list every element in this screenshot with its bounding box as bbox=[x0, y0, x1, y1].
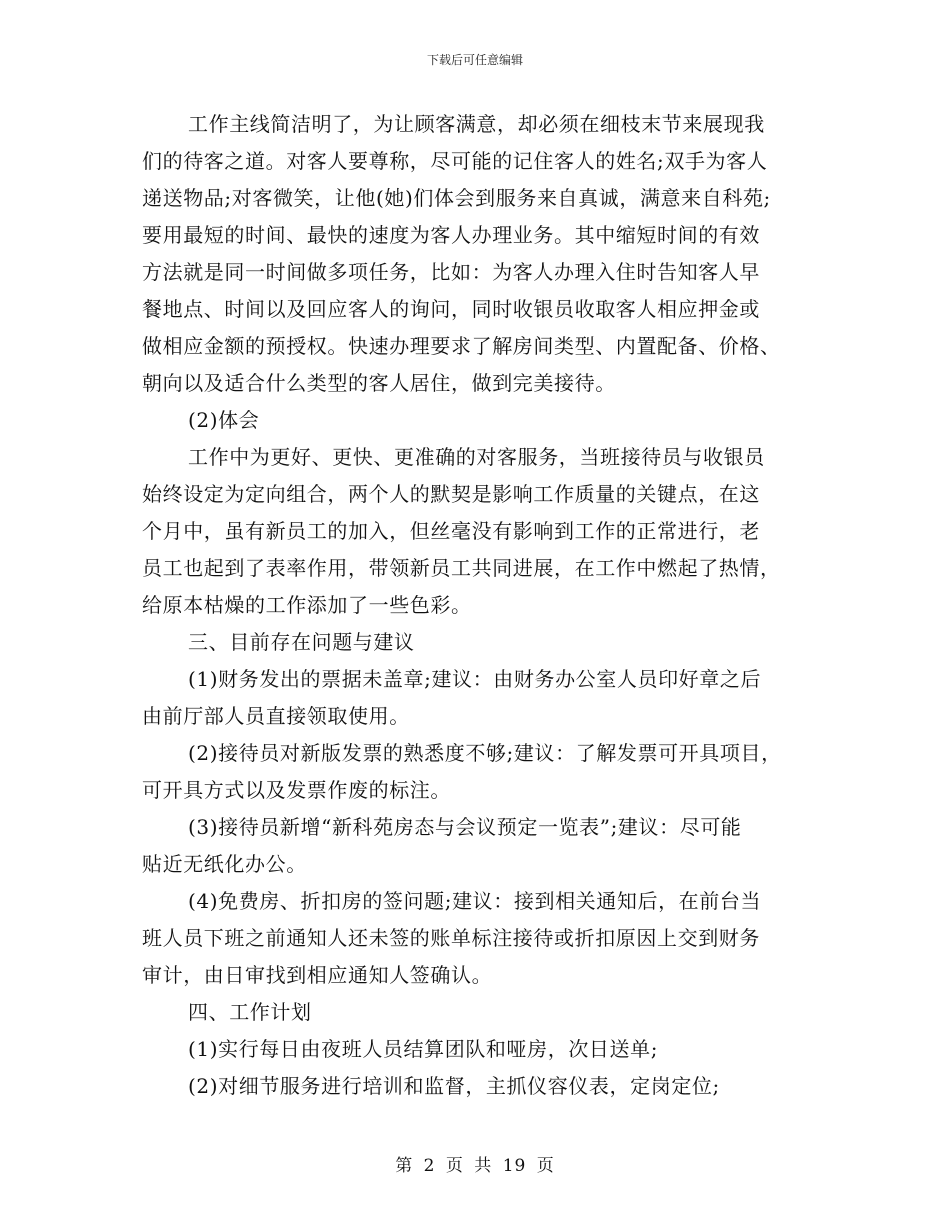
footer-page-word: 页 bbox=[445, 1156, 464, 1176]
body-line: 工作中为更好、更快、更准确的对客服务，当班接待员与收银员 bbox=[188, 445, 765, 469]
section-heading: 三、目前存在问题与建议 bbox=[188, 630, 415, 654]
list-item: (1)实行每日由夜班人员结算团队和哑房，次日送单; bbox=[188, 1037, 659, 1061]
body-line: 审计，由日审找到相应通知人签确认。 bbox=[142, 963, 493, 987]
page-footer bbox=[0, 1155, 950, 1177]
footer-current-page: 2 bbox=[423, 1156, 436, 1176]
body-line: 方法就是同一时间做多项任务，比如：为客人办理入住时告知客人早 bbox=[142, 260, 760, 284]
page-header: 下载后可任意编辑 bbox=[426, 53, 523, 67]
body-line: 可开具方式以及发票作废的标注。 bbox=[142, 778, 451, 802]
body-line: 始终设定为定向组合，两个人的默契是影响工作质量的关键点，在这 bbox=[142, 482, 760, 506]
body-line: 员工也起到了表率作用，带领新员工共同进展，在工作中燃起了热情， bbox=[142, 556, 781, 580]
body-line: 朝向以及适合什么类型的客人居住，做到完美接待。 bbox=[142, 371, 616, 395]
body-line: 给原本枯燥的工作添加了一些色彩。 bbox=[142, 593, 472, 617]
body-line: 递送物品;对客微笑，让他(她)们体会到服务来自真诚，满意来自科苑; bbox=[142, 186, 771, 210]
list-item: (4)免费房、折扣房的签问题;建议：接到相关通知后，在前台当 bbox=[188, 889, 762, 913]
list-item: (2)对细节服务进行培训和监督，主抓仪容仪表，定岗定位; bbox=[188, 1074, 720, 1098]
body-line: 个月中，虽有新员工的加入，但丝毫没有影响到工作的正常进行，老 bbox=[142, 519, 760, 543]
footer-total-pages: 19 bbox=[502, 1156, 527, 1176]
body-line: 要用最短的时间、最快的速度为客人办理业务。其中缩短时间的有效 bbox=[142, 223, 760, 247]
body-line: 班人员下班之前通知人还未签的账单标注接待或折扣原因上交到财务 bbox=[142, 926, 760, 950]
section-heading: 四、工作计划 bbox=[188, 1000, 312, 1024]
body-line: 做相应金额的预授权。快速办理要求了解房间类型、内置配备、价格、 bbox=[142, 334, 781, 358]
footer-total-suffix: 页 bbox=[536, 1156, 555, 1176]
list-item: (1)财务发出的票据未盖章;建议：由财务办公室人员印好章之后 bbox=[188, 667, 762, 691]
body-line: 由前厅部人员直接领取使用。 bbox=[142, 704, 410, 728]
list-item: (3)接待员新增“新科苑房态与会议预定一览表”;建议：尽可能 bbox=[188, 815, 742, 839]
footer-total-prefix: 共 bbox=[474, 1156, 493, 1176]
body-line: 工作主线简洁明了，为让顾客满意，却必须在细枝末节来展现我 bbox=[188, 112, 765, 136]
document-body bbox=[142, 106, 814, 1105]
body-line: 们的待客之道。对客人要尊称，尽可能的记住客人的姓名;双手为客人 bbox=[142, 149, 768, 173]
subsection-heading: (2)体会 bbox=[188, 408, 260, 432]
body-line: 贴近无纸化办公。 bbox=[142, 852, 307, 876]
list-item: (2)接待员对新版发票的熟悉度不够;建议：了解发票可开具项目， bbox=[188, 741, 782, 765]
footer-page-prefix: 第 bbox=[395, 1156, 414, 1176]
body-line: 餐地点、时间以及回应客人的询问，同时收银员收取客人相应押金或 bbox=[142, 297, 760, 321]
